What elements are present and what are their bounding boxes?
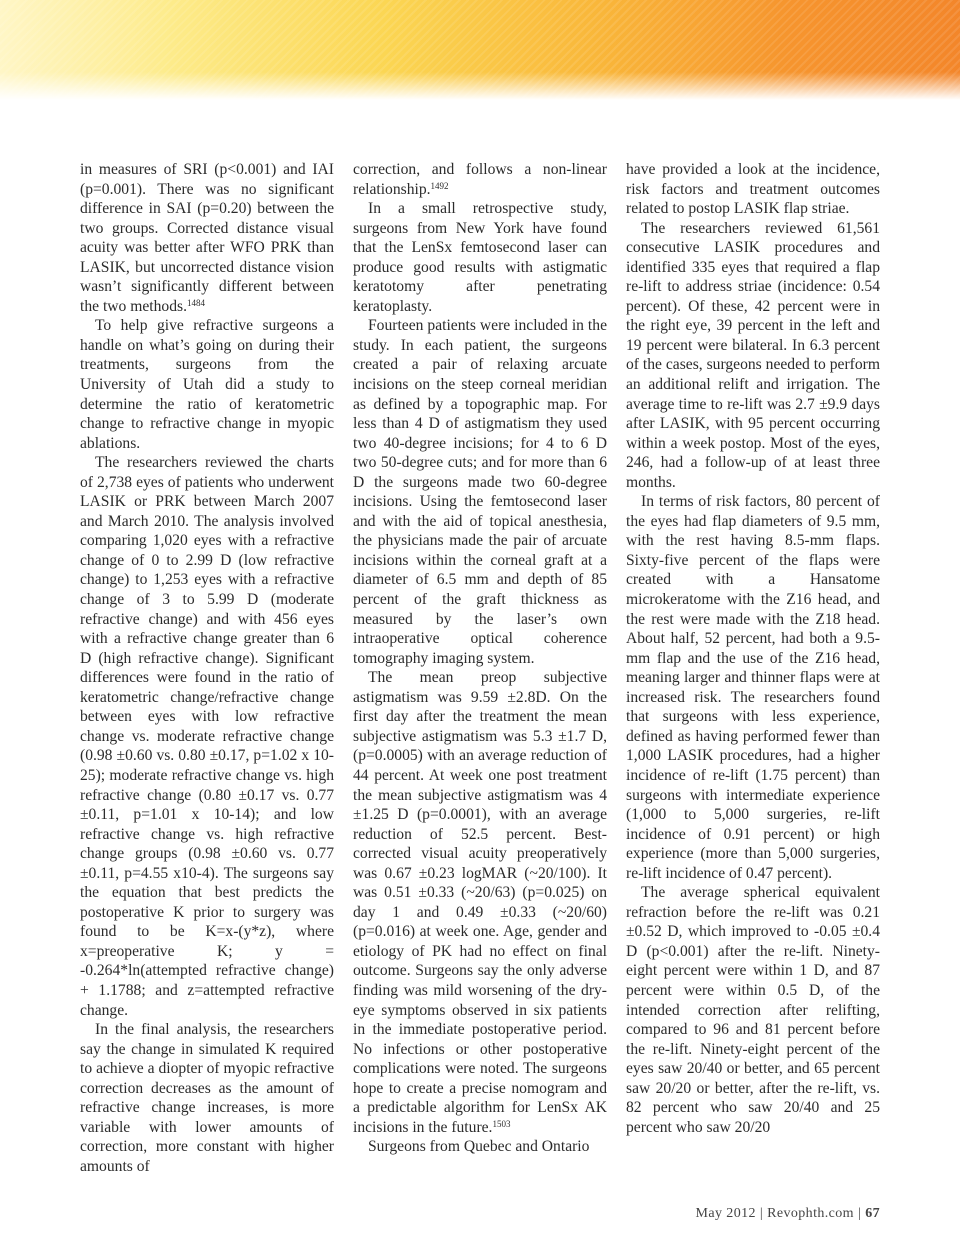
paragraph: in measures of SRI (p<0.001) and IAI (p=0.001). There was no significant difference in SAI (p=0.20) between the two groups. Corrected distance visual acuity was better after WFO PRK than LASIK, but uncorrected distance vision wasn’t significantly different between the two methods.$^{1484}$: [80, 161, 334, 315]
footer-separator: |: [857, 1206, 862, 1221]
paragraph: In terms of risk factors, 80 percent of the eyes had flap diameters of 9.5 mm, with the rest having 8.5-mm flaps. Sixty-five percent of the flaps were created with a Hansatome microkeratome with the Z16 head, and the rest were made with the Z18 head. About half, 52 percent, had both a 9.5-mm flap and the use of the Z16 head, meaning larger and thinner flaps were at increased risk. The researchers found that surgeons with less experience, defined as having performed fewer than 1,000 LASIK procedures, had a higher incidence of re-lift (1.75 percent) than surgeons with intermediate experience (1,000 to 5,000 surgeries, re-lift incidence of 0.91 percent) or high experience (more than 5,000 surgeries, re-lift incidence of 0.47 percent).: [626, 493, 880, 882]
article-column-2: [353, 160, 607, 1157]
paragraph: In a small retrospective study, surgeons from New York have found that the LenSx femtosecond laser can produce good results with astigmatic keratotomy after penetrating keratoplasty.: [353, 200, 607, 315]
article-column-1: [80, 160, 334, 1176]
paragraph: correction, and follows a non-linear relationship.$^{1492}$: [353, 161, 607, 198]
paragraph: have provided a look at the incidence, risk factors and treatment outcomes related to postop LASIK flap striae.: [626, 161, 880, 218]
paragraph: The mean preop subjective astigmatism was 9.59 ±2.8D. On the first day after the treatment the mean subjective astigmatism was 5.3 ±1.7 D, (p=0.0005) with an average reduction of 44 percent. At week one post treatment the mean subjective astigmatism was 4 ±1.25 D (p=0.0001), with an average reduction of 52.5 percent. Best-corrected visual acuity preoperatively was 0.67 ±0.23 logMAR (~20/100). It was 0.51 ±0.33 (~20/63) (p=0.025) on day 1 and 0.49 ±0.33 (~20/60) (p=0.016) at week one. Age, gender and etiology of PK had no effect on final outcome. Surgeons say the only adverse finding was mild worsening of the dry-eye symptoms observed in six patients in the immediate postoperative period. No infections or other postoperative complications were noted. The surgeons hope to create a precise nomogram and a predictable algorithm for LenSx AK incisions in the future.$^{1503}$: [353, 669, 607, 1136]
page-footer: [696, 1206, 880, 1222]
paragraph: To help give refractive surgeons a handle on what’s going on during their treatments, surgeons from the University of Utah did a study to determine the ratio of keratometric change to refractive change in myopic ablations.: [80, 317, 334, 452]
paragraph: Surgeons from Quebec and Ontario: [368, 1138, 590, 1156]
footer-separator: |: [759, 1206, 764, 1221]
page-number: 67: [865, 1206, 880, 1221]
paragraph: In the final analysis, the researchers say the change in simulated K required to achieve a diopter of myopic refractive correction decreases as the amount of refractive change increases, is more variable with lower amounts of correction, more constant with higher amounts of: [80, 1021, 334, 1175]
paragraph: The researchers reviewed the charts of 2,738 eyes of patients who underwent LASIK or PRK between March 2007 and March 2010. The analysis involved comparing 1,020 eyes with a refractive change of 0 to 2.99 D (low refractive change) to 1,253 eyes with a refractive change of 3 to 5.99 D (moderate refractive change) and with 456 eyes with a refractive change greater than 6 D (high refractive change). Significant differences were found in the ratio of keratometric change/refractive change between eyes with low refractive change vs. moderate refractive change (0.98 ±0.60 vs. 0.80 ±0.17, p=1.02 x 10-25); moderate refractive change vs. high refractive change (0.80 ±0.17 vs. 0.77 ±0.11, p=1.01 x 10-14); and low refractive change vs. high refractive change groups (0.98 ±0.60 vs. 0.77 ±0.11, p=4.55 x10-4). The surgeons say the equation that best predicts the postoperative K prior to surgery was found to be K=x-(y*z), where x=preoperative K; y = -0.264*ln(attempted refractive change) + 1.1788; and z=attempted refractive change.: [80, 454, 334, 1019]
paragraph: The average spherical equivalent refraction before the re-lift was 0.21 ±0.52 D, which improved to -0.05 ±0.4 D (p<0.001) after the re-lift. Ninety-eight percent were within 1 D, and 87 percent were within 0.5 D, of the intended correction after relifting, compared to 96 and 81 percent before the re-lift. Ninety-eight percent of the eyes saw 20/40 or better, and 65 percent saw 20/20 or better, after the re-lift, vs. 82 percent who saw 20/40 and 25 percent who saw 20/20: [626, 884, 880, 1136]
article-column-3: [626, 160, 880, 1137]
issue-date: May 2012: [695, 1206, 756, 1221]
paragraph: Fourteen patients were included in the study. In each patient, the surgeons created a pair of relaxing arcuate incisions on the steep corneal meridian as defined by a topographic map. For less than 4 D of astigmatism they used two 40-degree incisions; for 4 to 6 D two 50-degree cuts; and for more than 6 D the surgeons made two 60-degree incisions. Using the femtosecond laser and with the aid of topical anesthesia, the physicians made the pair of arcuate incisions within the corneal graft at a diameter of 6.5 mm and depth of 85 percent of the graft thickness as measured by the laser’s own intraoperative optical coherence tomography imaging system.: [353, 317, 607, 667]
reference-number: 1492: [430, 180, 449, 191]
website-link[interactable]: Revophth.com: [767, 1206, 854, 1221]
reference-number: 1503: [492, 1118, 511, 1129]
header-gradient-banner: [0, 0, 960, 100]
reference-number: 1484: [186, 297, 205, 308]
paragraph: The researchers reviewed 61,561 consecutive LASIK procedures and identified 335 eyes that required a flap re-lift to address striae (incidence: 0.54 percent). Of these, 42 percent were in the right eye, 39 percent in the left and 19 percent were bilateral. In 6.3 percent of the cases, surgeons needed to perform an additional relift and irrigation. The average time to re-lift was 2.7 ±9.9 days after LASIK, with 95 percent occurring within a week postop. Most of the eyes, 246, had a follow-up of at least three months.: [626, 219, 880, 491]
